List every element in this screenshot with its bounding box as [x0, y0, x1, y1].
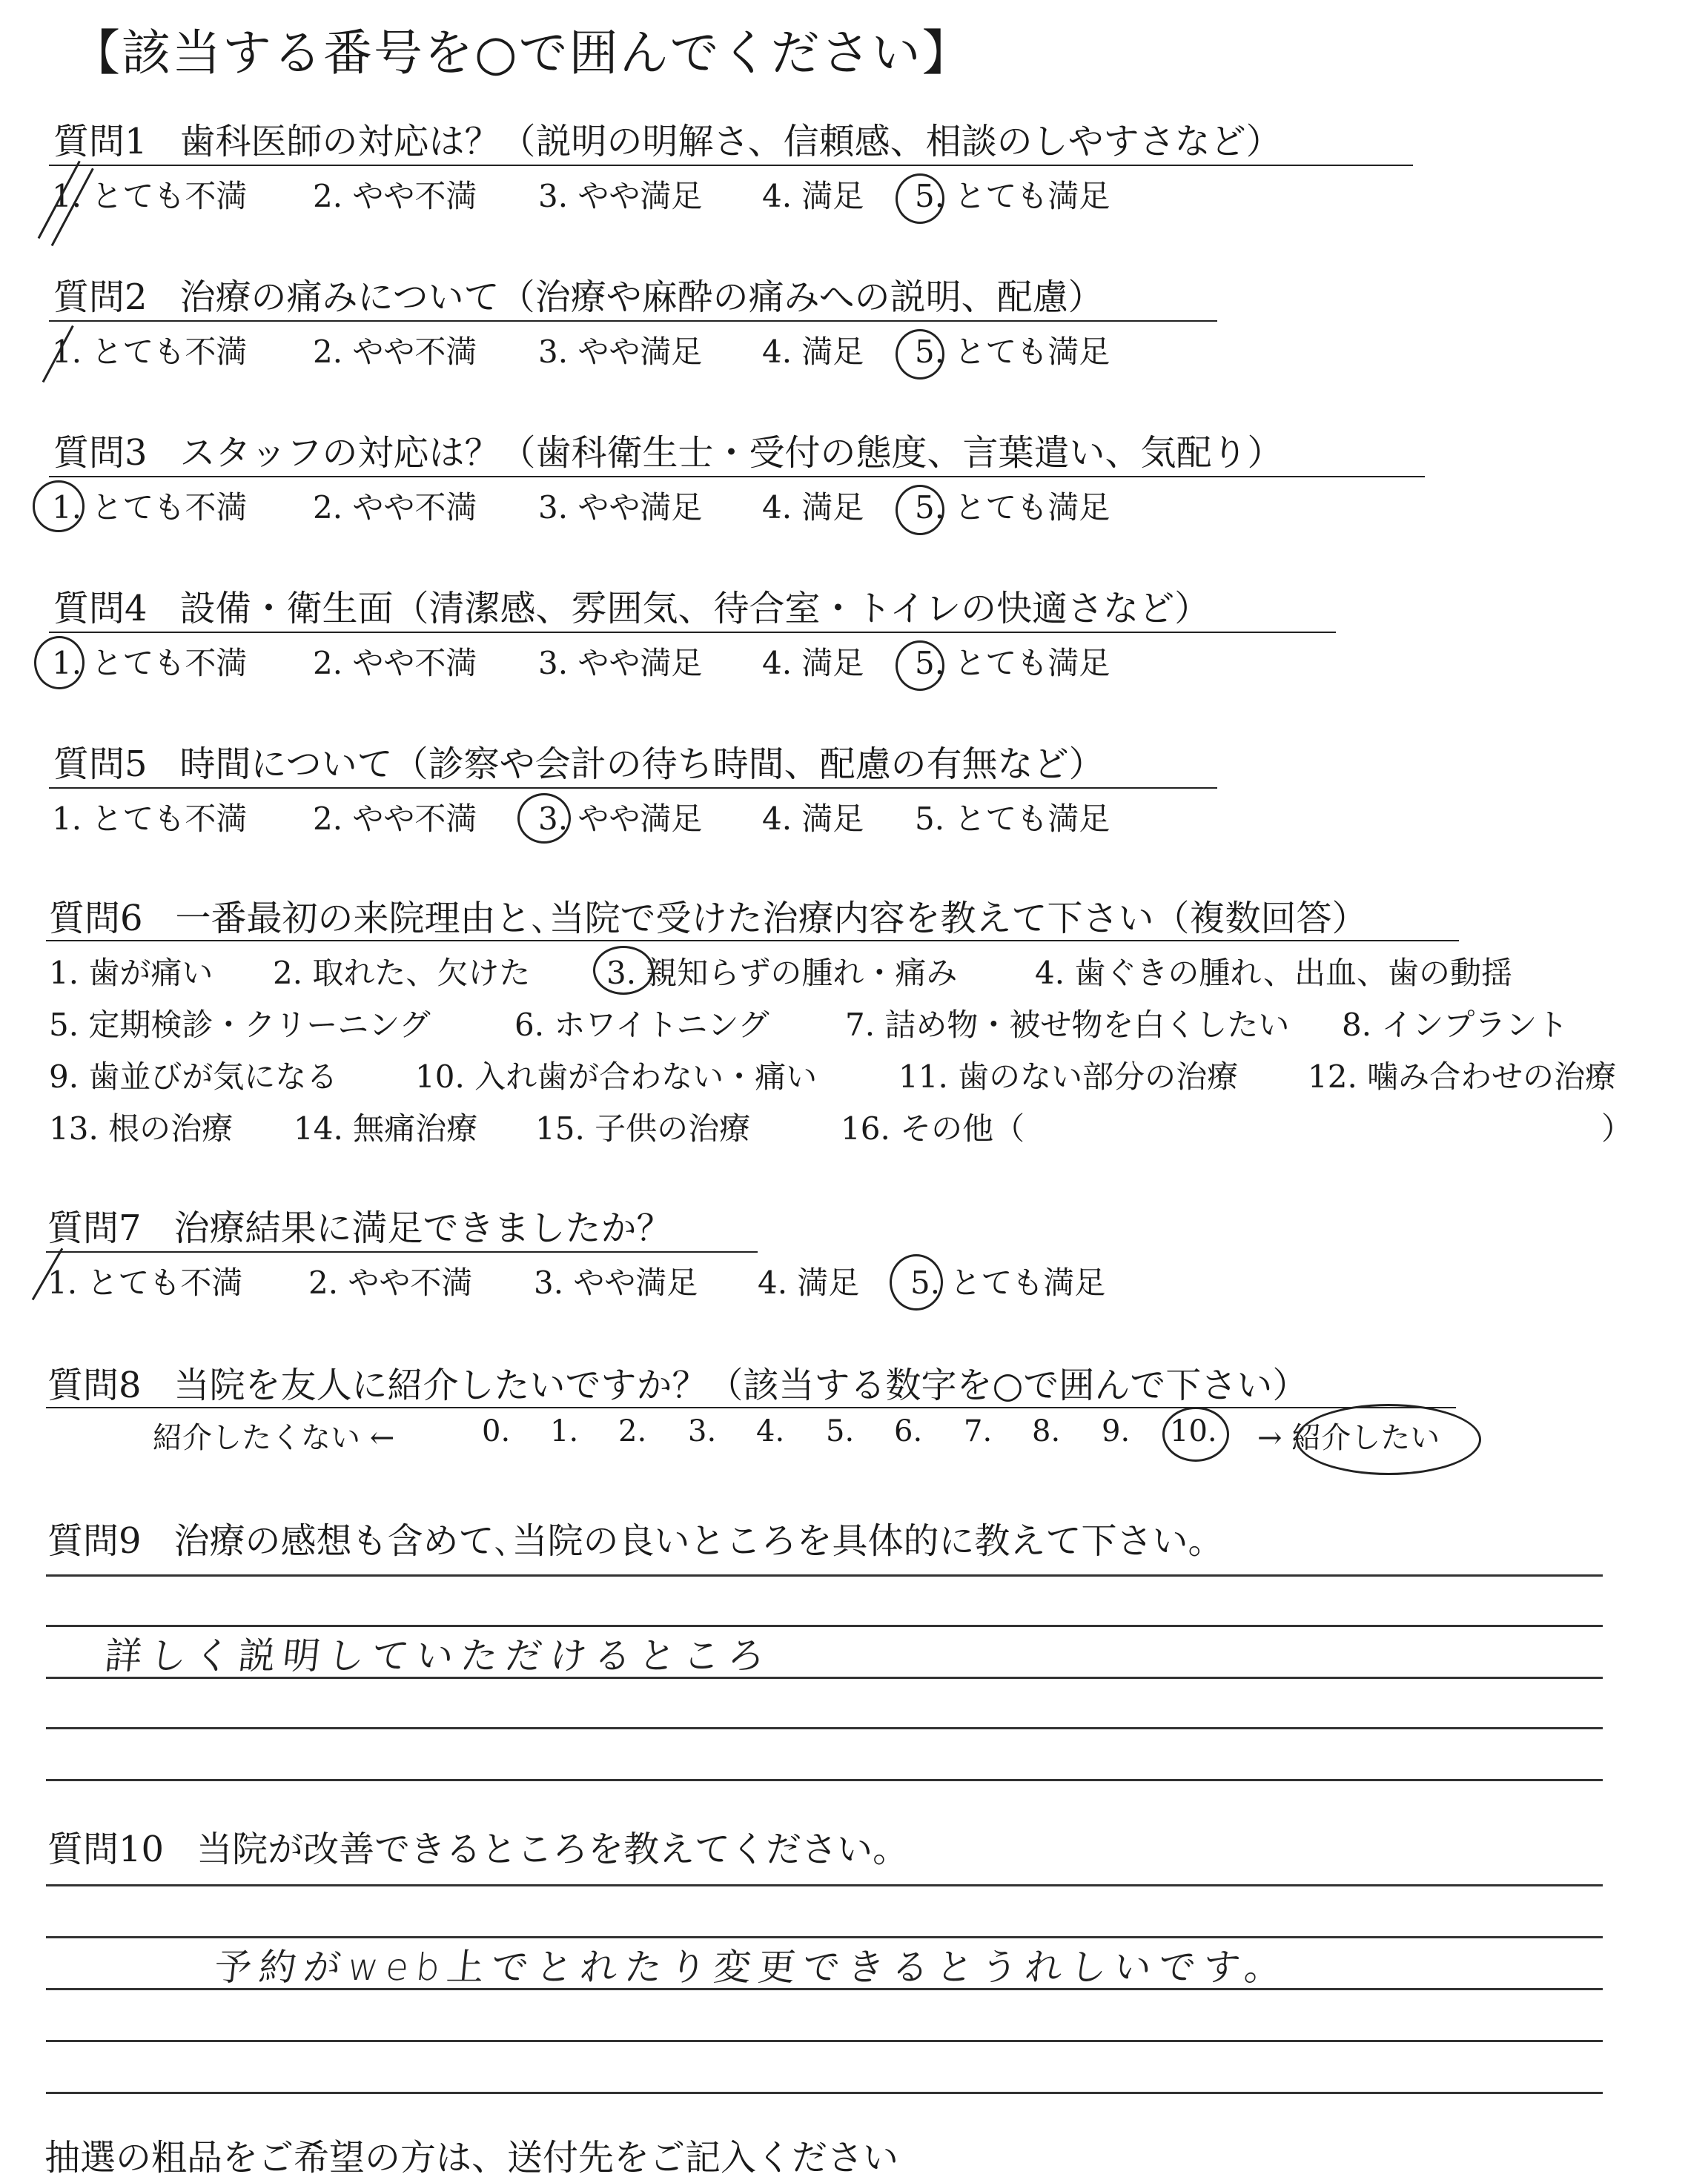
question-9-header [47, 1512, 1224, 1563]
q6-option-7[interactable]: 7. 詰め物・被せ物を白くしたい [845, 1007, 1290, 1043]
q4-option-4[interactable]: 4. 満足 [762, 645, 864, 681]
q6-options-row-3 [49, 1053, 1665, 1097]
footer-prize-text: 抽選の粗品をご希望の方は、送付先をご記入ください [44, 2137, 899, 2179]
q9-handwritten-answer[interactable]: 詳しく説明していただけるところ [102, 1634, 775, 1677]
q6-option-9[interactable]: 9. 歯並びが気になる [49, 1058, 338, 1095]
question-10-header [47, 1820, 908, 1872]
question-7-options [47, 1259, 1234, 1303]
q8-score-6[interactable]: 6. [894, 1414, 923, 1448]
q5-option-3[interactable]: 3. やや満足 [538, 801, 703, 837]
question-10-number: 質問10 [47, 1829, 165, 1870]
question-7-text: 治療結果に満足できましたか？ [173, 1207, 672, 1249]
q3-selected-circle [896, 485, 944, 535]
question-6-header [49, 889, 1368, 941]
q8-score-4[interactable]: 4. [756, 1414, 785, 1448]
question-4-number: 質問4 [53, 588, 148, 629]
question-5-header [53, 735, 1105, 786]
question-8-text: 当院を友人に紹介したいですか？（該当する数字を○で囲んで下さい） [173, 1365, 1308, 1406]
q6-option-6[interactable]: 6. ホワイトニング [514, 1007, 769, 1043]
q8-score-8[interactable]: 8. [1032, 1414, 1061, 1448]
q6-option-15[interactable]: 15. 子供の治療 [535, 1110, 751, 1147]
q8-score-3[interactable]: 3. [688, 1414, 717, 1448]
question-4-text: 設備・衛生面（清潔感、雰囲気、待合室・トイレの快適さなど） [179, 588, 1211, 629]
question-1-header [53, 113, 1282, 164]
q8-score-10[interactable]: 10. [1170, 1414, 1217, 1448]
q4-option-1[interactable]: 1. とても不満 [52, 645, 248, 681]
q5-option-4[interactable]: 4. 満足 [762, 801, 864, 837]
q1-selected-circle [896, 173, 944, 224]
q10-handwritten-answer[interactable]: 予約がweb上でとれたり変更できるとうれしいです。 [212, 1946, 1292, 1989]
q10-answer-line-4 [46, 2040, 1603, 2042]
q1-option-3[interactable]: 3. やや満足 [538, 178, 703, 214]
q1-option-1[interactable]: 1. とても不満 [52, 178, 248, 214]
q2-option-5[interactable]: 5. とても満足 [915, 334, 1110, 370]
q6-options-row-4 [49, 1104, 1665, 1149]
page-title: 【該当する番号を○で囲んでください】 [71, 24, 973, 82]
q6-option-13[interactable]: 13. 根の治療 [49, 1110, 234, 1147]
question-3-number: 質問3 [53, 432, 148, 474]
q8-score-9[interactable]: 9. [1102, 1414, 1131, 1448]
q3-option-3[interactable]: 3. やや満足 [538, 489, 703, 526]
q8-scale [153, 1414, 1487, 1459]
q6-option-2[interactable]: 2. 取れた、欠けた [273, 955, 531, 991]
q2-option-2[interactable]: 2. やや不満 [313, 334, 477, 370]
q7-option-1[interactable]: 1. とても不満 [47, 1265, 243, 1301]
q8-left-label: 紹介したくない ← [153, 1421, 395, 1455]
question-7-header [47, 1199, 672, 1250]
q6-option-1[interactable]: 1. 歯が痛い [49, 955, 214, 991]
question-1-options [52, 172, 1238, 216]
question-2-text: 治療の痛みについて（治療や麻酔の痛みへの説明、配慮） [179, 276, 1104, 318]
question-5-text: 時間について（診察や会計の待ち時間、配慮の有無など） [179, 743, 1105, 785]
q8-selected-circle [1162, 1407, 1229, 1462]
q2-selected-circle [896, 329, 944, 380]
question-8-number: 質問8 [47, 1365, 142, 1406]
q1-option-4[interactable]: 4. 満足 [762, 178, 864, 214]
question-7-underline [46, 1251, 758, 1253]
question-5-underline [49, 787, 1217, 789]
q6-option-10[interactable]: 10. 入れ歯が合わない・痛い [415, 1058, 818, 1095]
q6-option-16[interactable]: 16. その他（ [841, 1110, 1025, 1147]
q6-option-5[interactable]: 5. 定期検診・クリーニング [49, 1007, 431, 1043]
q8-score-2[interactable]: 2. [618, 1414, 647, 1448]
question-7-number: 質問7 [47, 1207, 142, 1249]
q3-option-1[interactable]: 1. とても不満 [52, 489, 248, 526]
question-6-number: 質問6 [49, 898, 143, 939]
q6-option-3[interactable]: 3. 親知らずの腫れ・痛み [606, 955, 958, 991]
q7-option-2[interactable]: 2. やや不満 [308, 1265, 473, 1301]
q5-option-2[interactable]: 2. やや不満 [313, 801, 477, 837]
q8-score-0[interactable]: 0. [482, 1414, 511, 1448]
question-4-underline [49, 632, 1336, 633]
question-8-header [47, 1356, 1308, 1408]
question-9-text: 治療の感想も含めて､当院の良いところを具体的に教えて下さい。 [173, 1520, 1224, 1562]
question-1-text: 歯科医師の対応は？（説明の明解さ、信頼感、相談のしやすさなど） [179, 121, 1282, 162]
q3-option-1-mark [33, 480, 85, 532]
q6-options-row-2 [49, 1001, 1665, 1045]
q6-option-14[interactable]: 14. 無痛治療 [294, 1110, 478, 1147]
q3-option-4[interactable]: 4. 満足 [762, 489, 864, 526]
q9-answer-line-5 [46, 1779, 1603, 1781]
question-3-header [53, 424, 1283, 475]
q5-selected-circle [517, 793, 571, 844]
question-9-number: 質問9 [47, 1520, 142, 1562]
question-1-underline [49, 165, 1413, 166]
question-6-underline [46, 940, 1459, 941]
q8-recommend-circle [1296, 1404, 1481, 1475]
question-1-number: 質問1 [53, 121, 148, 162]
q8-score-5[interactable]: 5. [826, 1414, 855, 1448]
question-4-options [52, 639, 1238, 683]
q6-selected-circle [593, 946, 654, 995]
q6-options-row-1 [49, 949, 1665, 993]
question-6-text: 一番最初の来院理由と､当院で受けた治療内容を教えて下さい（複数回答） [175, 898, 1368, 939]
q4-option-1-mark [34, 636, 85, 689]
q7-option-5[interactable]: 5. とても満足 [910, 1265, 1106, 1301]
q7-option-4[interactable]: 4. 満足 [758, 1265, 860, 1301]
q6-option-4[interactable]: 4. 歯ぐきの腫れ、出血、歯の動揺 [1035, 955, 1512, 991]
q5-option-5[interactable]: 5. とても満足 [915, 801, 1110, 837]
q6-option-12[interactable]: 12. 噛み合わせの治療 [1308, 1058, 1617, 1095]
question-2-header [53, 268, 1104, 319]
question-10-text: 当院が改善できるところを教えてください。 [196, 1829, 909, 1870]
q8-score-7[interactable]: 7. [964, 1414, 993, 1448]
question-5-options [52, 795, 1238, 839]
question-4-header [53, 580, 1210, 631]
q2-option-4[interactable]: 4. 満足 [762, 334, 864, 370]
q10-answer-line-1 [46, 1884, 1603, 1886]
question-2-number: 質問2 [53, 276, 148, 318]
q6-option-8[interactable]: 8. インプラント [1342, 1007, 1569, 1043]
q4-option-5[interactable]: 5. とても満足 [915, 645, 1110, 681]
q10-answer-line-5 [46, 2092, 1603, 2094]
q6-other-close-paren: ） [1601, 1110, 1633, 1147]
q6-option-11[interactable]: 11. 歯のない部分の治療 [898, 1058, 1239, 1095]
q4-selected-circle [896, 640, 944, 691]
q4-option-2[interactable]: 2. やや不満 [313, 645, 477, 681]
q2-option-3[interactable]: 3. やや満足 [538, 334, 703, 370]
q9-answer-line-4 [46, 1727, 1603, 1729]
q1-option-2[interactable]: 2. やや不満 [313, 178, 477, 214]
q9-answer-line-1 [46, 1574, 1603, 1577]
question-3-options [52, 483, 1238, 528]
q7-selected-circle [890, 1254, 943, 1311]
q3-option-2[interactable]: 2. やや不満 [313, 489, 477, 526]
question-2-options [52, 328, 1238, 372]
q3-option-5[interactable]: 5. とても満足 [915, 489, 1110, 526]
question-2-underline [49, 320, 1217, 322]
question-8-underline [46, 1407, 1456, 1408]
question-3-text: スタッフの対応は？（歯科衛生士・受付の態度、言葉遣い、気配り） [179, 432, 1283, 474]
q2-option-1[interactable]: 1. とても不満 [52, 334, 248, 370]
q8-score-1[interactable]: 1. [550, 1414, 579, 1448]
q5-option-1[interactable]: 1. とても不満 [52, 801, 248, 837]
question-3-underline [49, 476, 1425, 477]
q4-option-3[interactable]: 3. やや満足 [538, 645, 703, 681]
q8-right-label[interactable]: → 紹介したい [1257, 1421, 1440, 1455]
question-5-number: 質問5 [53, 743, 148, 785]
q7-option-3[interactable]: 3. やや満足 [534, 1265, 698, 1301]
q1-option-5[interactable]: 5. とても満足 [915, 178, 1110, 214]
